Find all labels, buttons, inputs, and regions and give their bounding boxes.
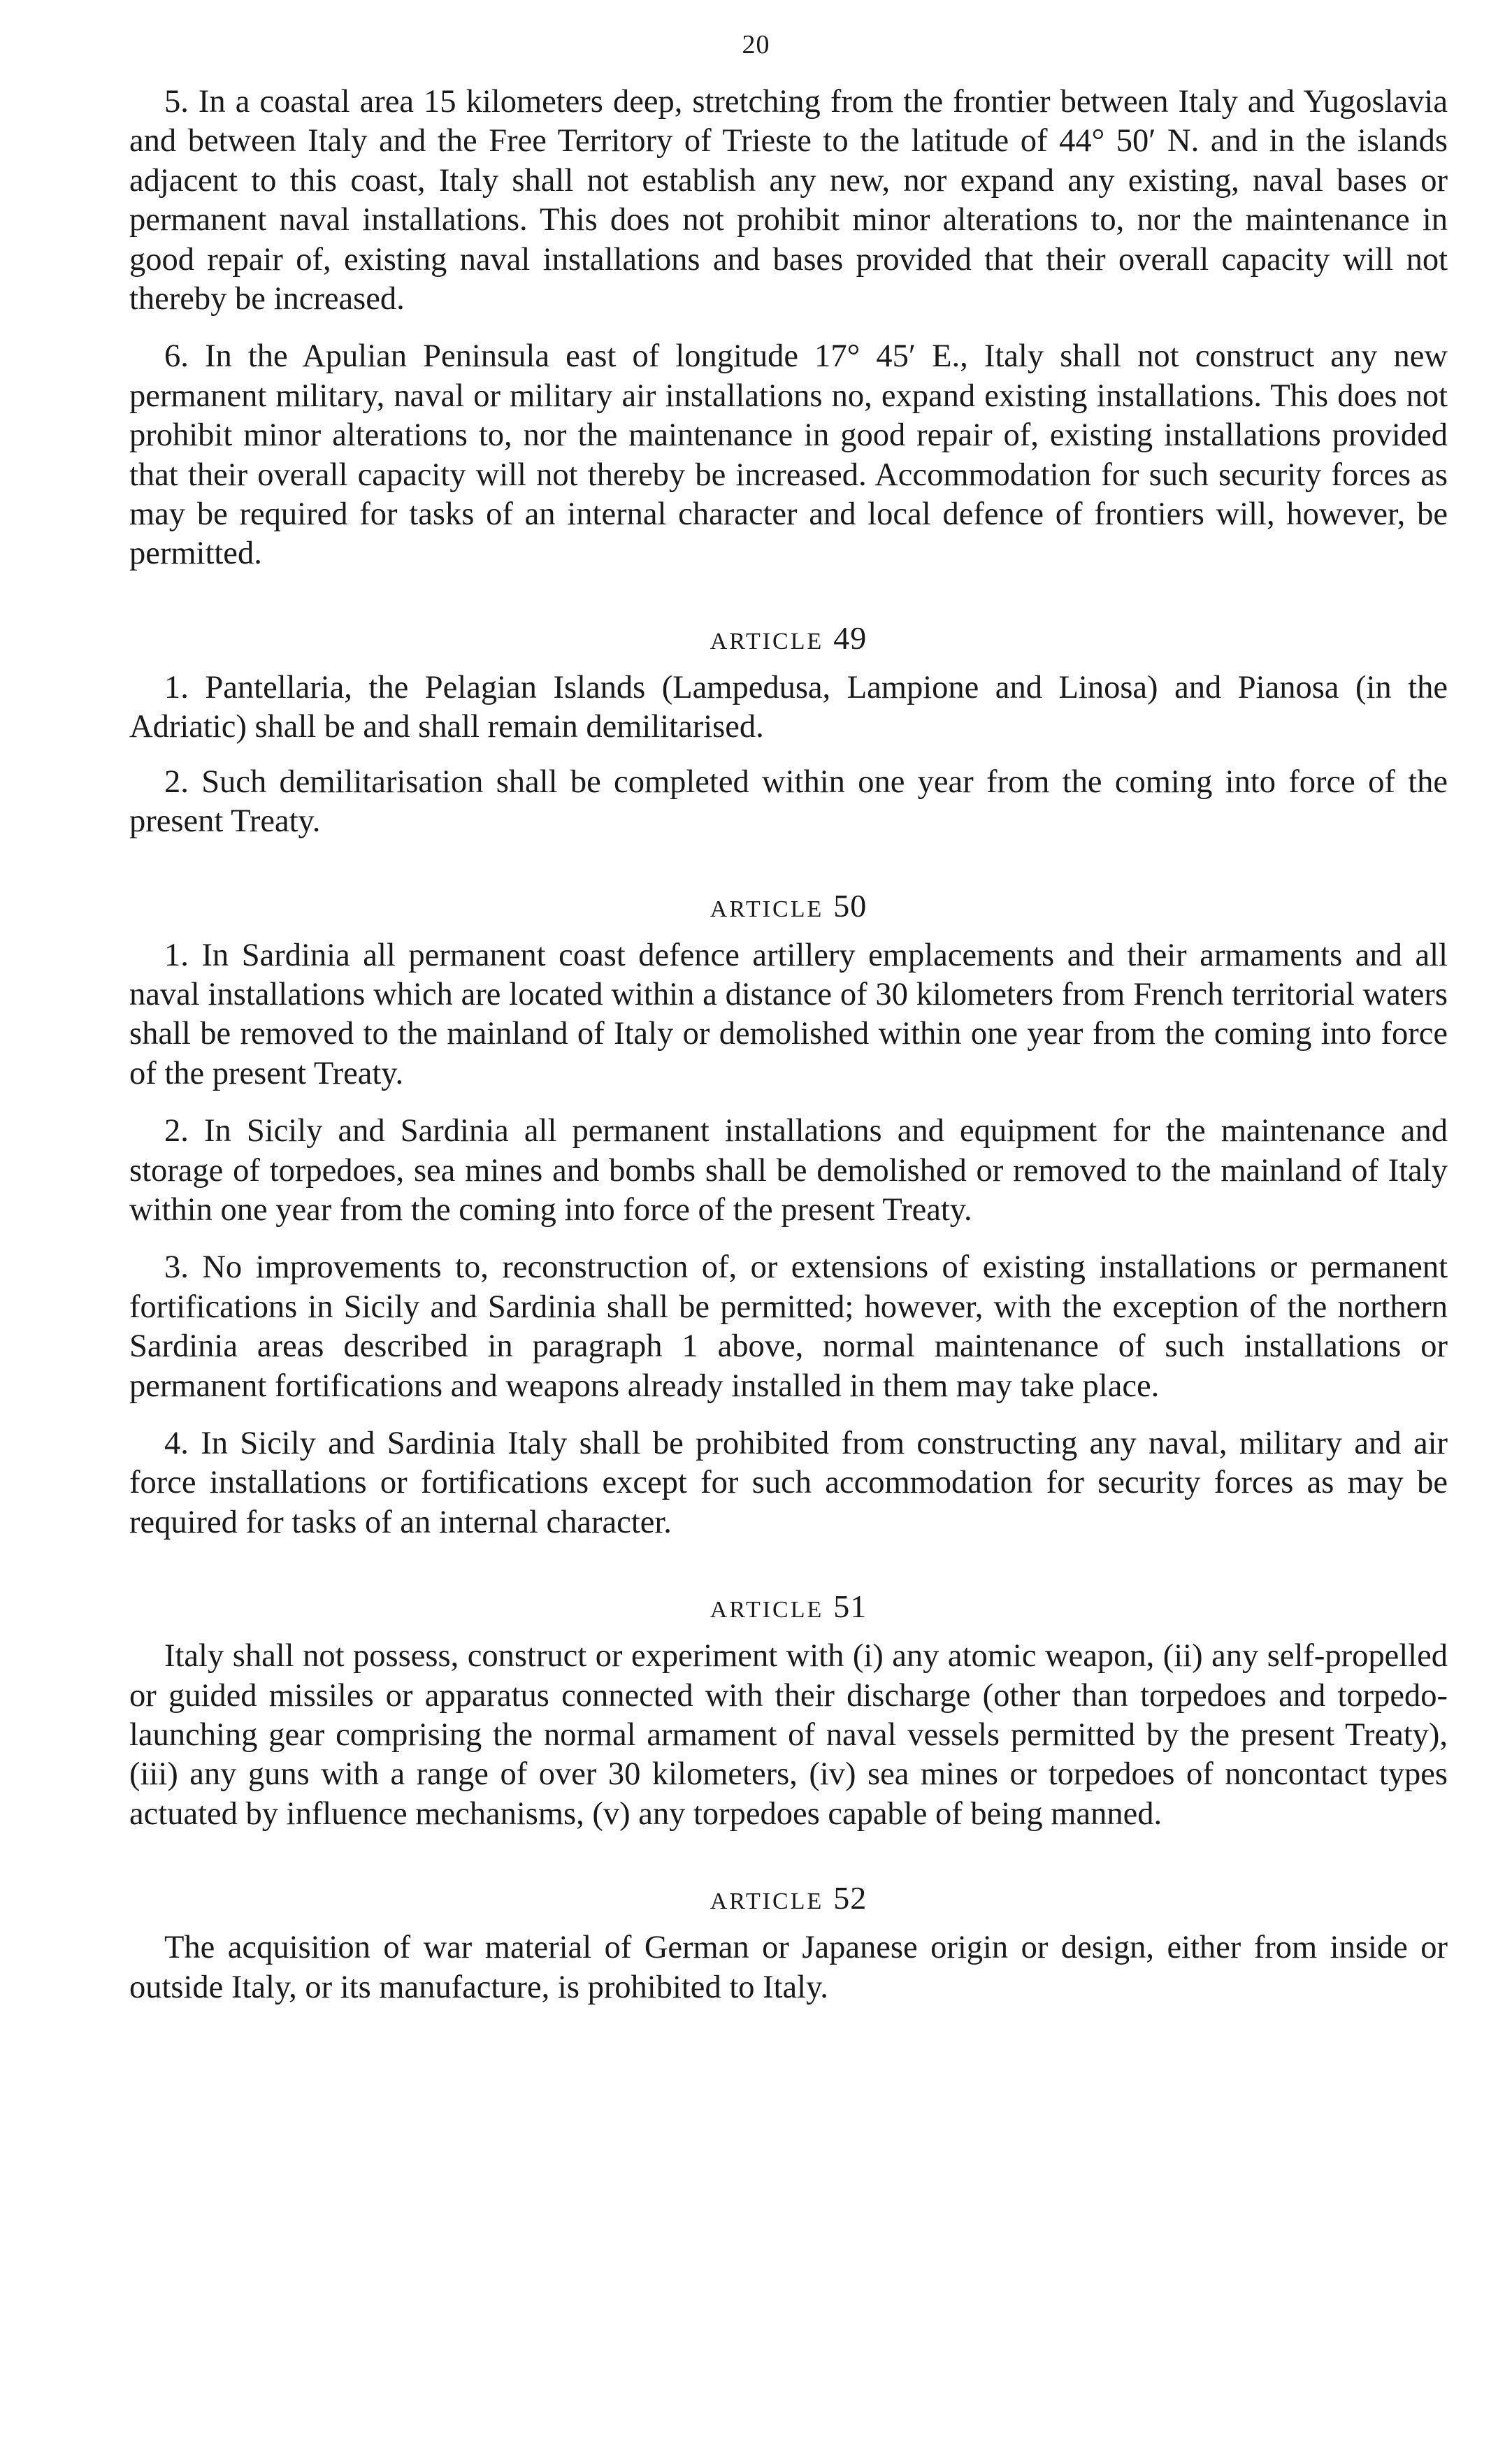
page-number: 20	[742, 30, 770, 59]
article-50-paragraph-1: 1. In Sardinia all permanent coast defence artillery emplacements and their armaments and all naval installations which are located within a distance of 30 kilometers from French territorial waters shall be removed to the mainland of Italy or demolished within one year from the coming into force of the present Treaty.	[129, 937, 1448, 1091]
article-49-paragraph-1: 1. Pantellaria, the Pelagian Islands (Lampedusa, Lampione and Linosa) and Pianosa (in the Adriatic) shall be and shall remain demilitarised.	[129, 669, 1448, 745]
paragraph-5: 5. In a coastal area 15 kilometers deep, stretching from the frontier between Italy and Yugoslavia and between Italy and the Free Territory of Trieste to the latitude of 44° 50′ N. and in the islands adjacent to this coast, Italy shall not establish any new, nor expand any existing, naval bases or permanent naval installations. This does not prohibit minor alterations to, nor the maintenance in good repair of, existing naval installations and bases provided that their overall capacity will not thereby be increased.	[129, 84, 1448, 317]
article-51-label: ARTICLE	[710, 1597, 824, 1623]
article-52-number: 52	[833, 1880, 867, 1916]
article-49-number: 49	[833, 619, 867, 656]
article-50-number: 50	[833, 887, 867, 924]
body-text	[129, 83, 1448, 2025]
article-51-heading	[129, 1587, 1448, 1630]
article-50-heading	[129, 887, 1448, 929]
paragraph-6: 6. In the Apulian Peninsula east of longitude 17° 45′ E., Italy shall not construct any new permanent military, naval or military air installations no, expand existing installations. This does not prohibit minor alterations to, nor the maintenance in good repair of, existing installations provided that their overall capacity will not thereby be increased. Accommodation for such security forces as may be required for tasks of an internal character and local defence of frontiers will, however, be permitted.	[129, 338, 1448, 572]
article-50-paragraph-3: 3. No improvements to, reconstruction of, or extensions of existing installations or permanent fortifications in Sicily and Sardinia shall be permitted; however, with the exception of the northern Sardinia areas described in paragraph 1 above, normal maintenance of such installations or permanent fortifications and weapons already installed in them may take place.	[129, 1249, 1448, 1404]
article-50-label: ARTICLE	[710, 896, 824, 922]
article-52-label: ARTICLE	[710, 1888, 824, 1915]
article-51-number: 51	[833, 1589, 867, 1625]
article-52-paragraph-1: The acquisition of war material of German or Japanese origin or design, either from inside or outside Italy, or its manufacture, is prohibited to Italy.	[129, 1930, 1448, 2005]
article-50-paragraph-4: 4. In Sicily and Sardinia Italy shall be prohibited from constructing any naval, military and air force installations or fortifications except for such accommodation for security forces as may be required for tasks of an internal character.	[129, 1425, 1448, 1540]
article-52-heading	[129, 1879, 1448, 1921]
article-51-paragraph-1: Italy shall not possess, construct or experiment with (i) any atomic weapon, (ii) any self-propelled or guided missiles or apparatus connected with their discharge (other than torpedoes and torpedo-launching gear comprising the normal armament of naval vessels permitted by the present Treaty), (iii) any guns with a range of over 30 kilometers, (iv) sea mines or torpedoes of noncontact types actuated by influence mechanisms, (v) any torpedoes capable of being manned.	[129, 1638, 1448, 1832]
article-49-paragraph-2: 2. Such demilitarisation shall be completed within one year from the coming into force of the present Treaty.	[129, 763, 1448, 840]
article-49-heading	[129, 619, 1448, 661]
article-50-paragraph-2: 2. In Sicily and Sardinia all permanent installations and equipment for the maintenance and storage of torpedoes, sea mines and bombs shall be demolished or removed to the mainland of Italy within one year from the coming into force of the present Treaty.	[129, 1113, 1448, 1228]
article-49-label: ARTICLE	[710, 628, 824, 654]
